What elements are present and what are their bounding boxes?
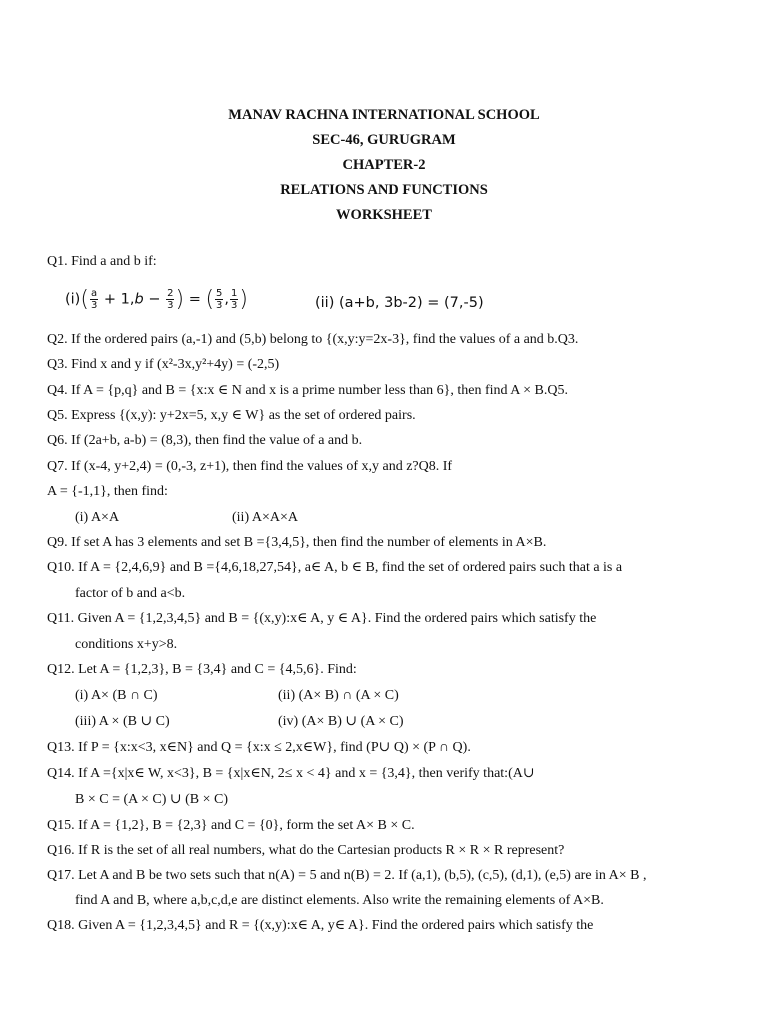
question-14: Q14. If A ={x|x∈ W, x<3}, B = {x|x∈N, 2≤ x < 4} and x = {3,4}, then verify that:(A∪	[47, 766, 535, 781]
question-9: Q9. If set A has 3 elements and set B ={3,4,5}, then find the number of elements in A×B.	[47, 535, 547, 550]
question-16: Q16. If R is the set of all real numbers, what do the Cartesian products R × R × R represent?	[47, 843, 565, 858]
chapter-title: CHAPTER-2	[342, 157, 426, 173]
question-7: Q7. If (x-4, y+2,4) = (0,-3, z+1), then find the values of x,y and z?Q8. If	[47, 459, 453, 474]
q1-part-ii: (ii) (a+b, 3b-2) = (7,-5)	[315, 295, 484, 311]
worksheet-title: WORKSHEET	[336, 207, 432, 223]
question-13: Q13. If P = {x:x<3, x∈N} and Q = {x:x ≤ 2,x∈W}, find (P∪ Q) × (P ∩ Q).	[47, 740, 471, 755]
question-10: Q10. If A = {2,4,6,9} and B ={4,6,18,27,54}, a∈ A, b ∈ B, find the set of ordered pairs such that a is a	[47, 560, 623, 575]
q1-part-i-label: (i)	[65, 291, 81, 308]
topic-title: RELATIONS AND FUNCTIONS	[280, 182, 488, 198]
q12-part-ii: (ii) (A× B) ∩ (A × C)	[278, 688, 399, 703]
question-5: Q5. Express {(x,y): y+2x=5, x,y ∈ W} as the set of ordered pairs.	[47, 408, 416, 423]
question-2: Q2. If the ordered pairs (a,-1) and (5,b) belong to {(x,y:y=2x-3}, find the values of a and b.Q3.	[47, 332, 579, 347]
question-14-cont: B × C = (A × C) ∪ (B × C)	[75, 792, 228, 807]
q1-part-i: (i)( $\frac{a}{3}$ + 1,b − $\frac{2}{3}$ ) = ( $\frac{5}{3}$ , $\frac{1}{3}$ )	[65, 287, 248, 312]
q12-part-iv: (iv) (A× B) ∪ (A × C)	[278, 714, 404, 729]
question-8: A = {-1,1}, then find:	[47, 484, 168, 499]
school-sector: SEC-46, GURUGRAM	[312, 132, 456, 148]
question-6: Q6. If (2a+b, a-b) = (8,3), then find the value of a and b.	[47, 433, 363, 448]
question-11: Q11. Given A = {1,2,3,4,5} and B = {(x,y):x∈ A, y ∈ A}. Find the ordered pairs which satisfy the	[47, 611, 597, 626]
question-1: Q1. Find a and b if:	[47, 254, 157, 269]
question-3: Q3. Find x and y if (x²-3x,y²+4y) = (-2,5)	[47, 357, 280, 372]
question-18: Q18. Given A = {1,2,3,4,5} and R = {(x,y):x∈ A, y∈ A}. Find the ordered pairs which satisfy the	[47, 918, 594, 933]
question-17-cont: find A and B, where a,b,c,d,e are distinct elements. Also write the remaining elements of A×B.	[75, 893, 604, 908]
school-name: MANAV RACHNA INTERNATIONAL SCHOOL	[228, 107, 540, 123]
question-17: Q17. Let A and B be two sets such that n(A) = 5 and n(B) = 2. If (a,1), (b,5), (c,5), (d,1), (e,5) are in A× B ,	[47, 868, 647, 883]
fraction-1-3: $\frac{1}{3}$	[231, 288, 238, 311]
question-11-cont: conditions x+y>8.	[75, 637, 178, 652]
question-10-cont: factor of b and a<b.	[75, 586, 186, 601]
question-4: Q4. If A = {p,q} and B = {x:x ∈ N and x is a prime number less than 6}, then find A × B.Q5.	[47, 383, 568, 398]
q8-part-i: (i) A×A	[75, 510, 120, 525]
fraction-2-3: $\frac{2}{3}$	[167, 288, 174, 311]
fraction-5-3: $\frac{5}{3}$	[216, 288, 223, 311]
q8-part-ii: (ii) A×A×A	[232, 510, 298, 525]
question-15: Q15. If A = {1,2}, B = {2,3} and C = {0}, form the set A× B × C.	[47, 818, 415, 833]
fraction-a-3: $\frac{a}{3}$	[90, 288, 98, 311]
q12-part-iii: (iii) A × (B ∪ C)	[75, 714, 170, 729]
q12-part-i: (i) A× (B ∩ C)	[75, 688, 158, 703]
question-12: Q12. Let A = {1,2,3}, B = {3,4} and C = {4,5,6}. Find:	[47, 662, 357, 677]
